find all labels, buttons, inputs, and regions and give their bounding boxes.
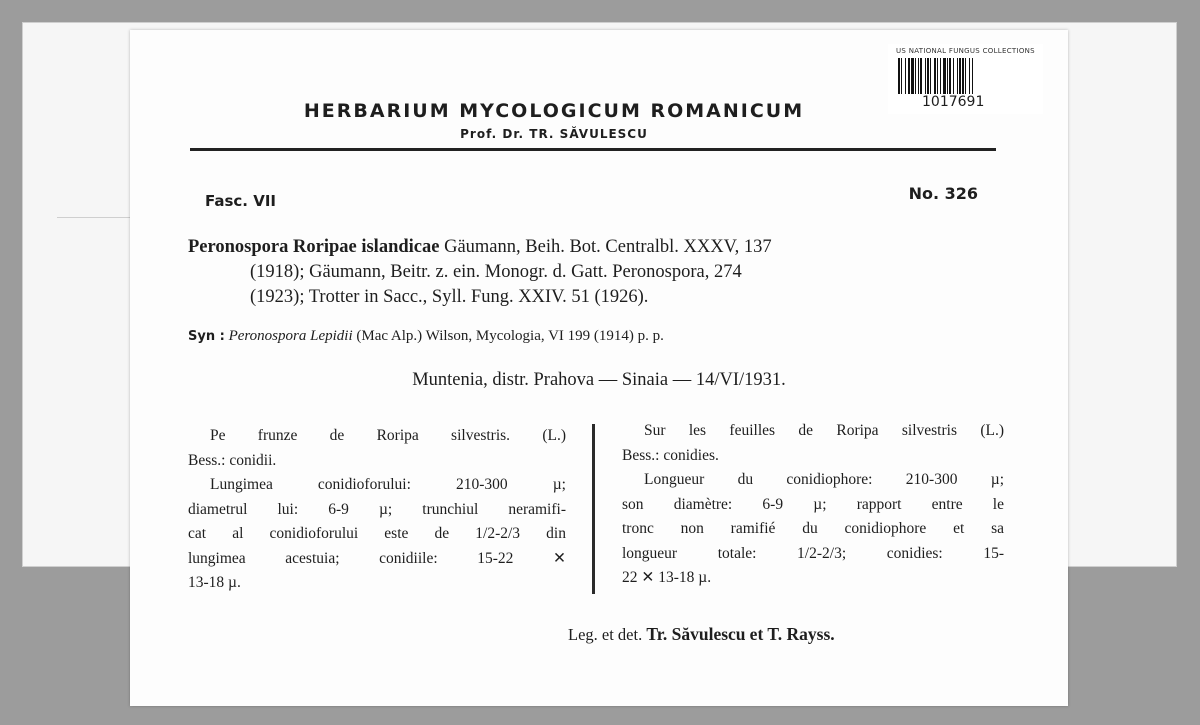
description-line: son diamètre: 6-9 µ; rapport entre le [622, 495, 1004, 513]
citation-line-1: Gäumann, Beih. Bot. Centralbl. XXXV, 137 [439, 237, 772, 257]
specimen-label [130, 30, 1068, 706]
header-rule [190, 148, 996, 151]
description-line: Longueur du conidiophore: 210-300 µ; [644, 471, 1004, 488]
description-line: diametrul lui: 6-9 µ; trunchiul neramifi- [188, 500, 566, 518]
fascicle-number: Fasc. VII [205, 192, 277, 210]
barcode-number: 1017691 [922, 94, 985, 110]
collector-prefix: Leg. et det. [568, 625, 643, 644]
collector-conjunction: et [749, 624, 764, 644]
collection-locality: Muntenia, distr. Prahova — Sinaia — 14/VI/1931. [412, 370, 786, 390]
collector-name-2: T. Rayss. [767, 624, 835, 644]
description-line: longueur totale: 1/2-2/3; conidies: 15- [622, 544, 1004, 562]
collector-line [568, 624, 835, 645]
professor-line: Prof. Dr. TR. SĂVULESCU [460, 127, 648, 141]
barcode-institution: US NATIONAL FUNGUS COLLECTIONS [896, 47, 1035, 55]
collector-name-1: Tr. Săvulescu [646, 624, 746, 644]
french-description [622, 419, 1004, 591]
species-name: Peronospora Roripae islandicae [188, 237, 440, 257]
taxon-citation [188, 235, 998, 310]
description-line: 22 ✕ 13-18 µ. [622, 569, 712, 586]
synonym-species: Peronospora Lepidii [228, 328, 353, 344]
romanian-description [188, 424, 566, 596]
column-divider [592, 424, 595, 594]
synonym-label: Syn : [188, 329, 225, 344]
barcode-icon [898, 58, 1030, 94]
synonym-reference: (Mac Alp.) Wilson, Mycologia, VI 199 (1914) p. p. [352, 328, 664, 344]
exsiccata-number: No. 326 [908, 184, 978, 203]
description-line: lungimea acestuia; conidiile: 15-22 ✕ [188, 549, 566, 567]
description-line: 13-18 µ. [188, 574, 241, 591]
citation-line-3: (1923); Trotter in Sacc., Syll. Fung. XXIV. 51 (1926). [250, 287, 649, 307]
description-line: tronc non ramifié du conidiophore et sa [622, 520, 1004, 537]
synonym-line [188, 328, 664, 345]
barcode-label [888, 44, 1043, 114]
description-line: Lungimea conidioforului: 210-300 µ; [210, 476, 566, 493]
description-line: cat al conidioforului este de 1/2-2/3 din [188, 525, 566, 542]
description-line: Sur les feuilles de Roripa silvestris (L.) [644, 422, 1004, 439]
description-line: Bess.: conidii. [188, 451, 277, 469]
description-line: Bess.: conidies. [622, 446, 719, 464]
citation-line-2: (1918); Gäumann, Beitr. z. ein. Monogr. d. Gatt. Peronospora, 274 [250, 262, 742, 282]
description-line: Pe frunze de Roripa silvestris. (L.) [210, 427, 566, 444]
institution-title: HERBARIUM MYCOLOGICUM ROMANICUM [303, 100, 805, 122]
